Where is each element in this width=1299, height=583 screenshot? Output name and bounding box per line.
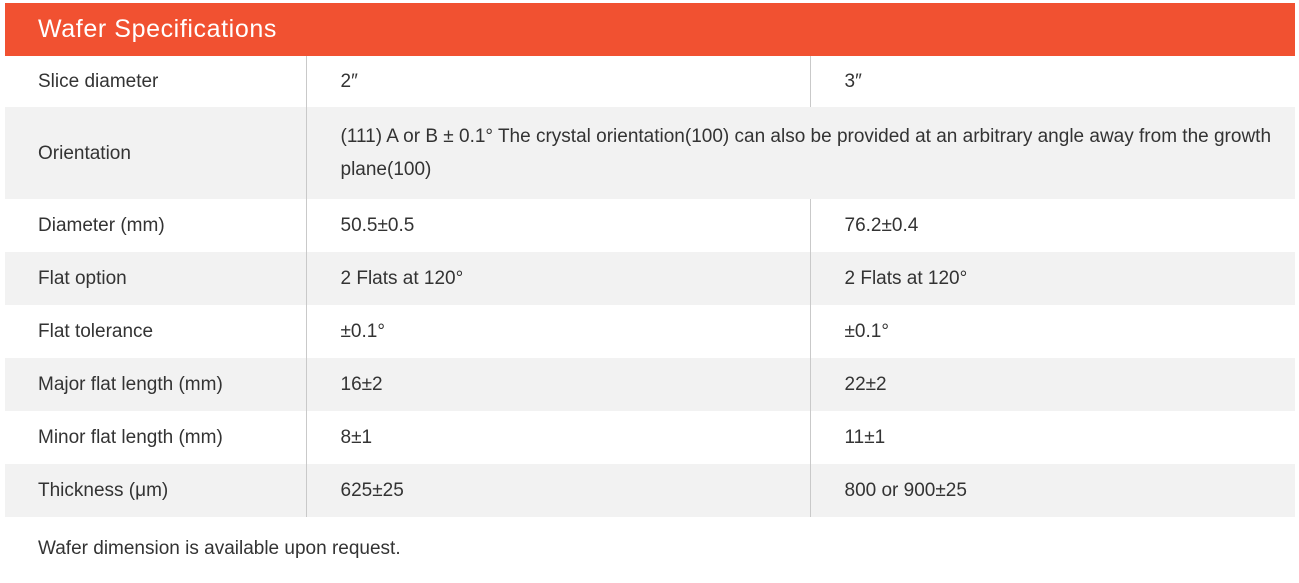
value-2-inch: 2 Flats at 120° [306, 252, 810, 305]
value-3-inch: 2 Flats at 120° [810, 252, 1295, 305]
value-2-inch: 16±2 [306, 358, 810, 411]
table-row-orientation [5, 107, 1295, 199]
value-2-inch: 50.5±0.5 [306, 199, 810, 252]
table-title: Wafer Specifications [38, 15, 277, 43]
row-label: Slice diameter [38, 70, 159, 92]
value-2-inch: 2″ [306, 56, 810, 107]
table-row-flat-option [5, 252, 1295, 305]
table-row-major-flat-length [5, 358, 1295, 411]
value-3-inch: 22±2 [810, 358, 1295, 411]
table-row-flat-tolerance [5, 305, 1295, 358]
orientation-value: (111) A or B ± 0.1° The crystal orientation(100) can also be provided at an arbitrary angle away from the growth plane(100) [306, 107, 1295, 199]
table-row-slice-diameter [5, 56, 1295, 107]
table-title-bar [5, 3, 1295, 56]
row-label: Major flat length (mm) [5, 358, 306, 411]
table-row-minor-flat-length [5, 411, 1295, 464]
footer-note: Wafer dimension is available upon request. [38, 538, 401, 559]
value-3-inch: ±0.1° [810, 305, 1295, 358]
value-2-inch: 8±1 [306, 411, 810, 464]
table-row-diameter [5, 199, 1295, 252]
value-3-inch: 11±1 [810, 411, 1295, 464]
row-label: Minor flat length (mm) [38, 426, 223, 448]
row-label: Flat option [5, 252, 306, 305]
row-label: Thickness (μm) [5, 464, 306, 517]
value-3-inch: 3″ [810, 56, 1295, 107]
value-2-inch: 625±25 [306, 464, 810, 517]
row-label: Flat tolerance [38, 320, 154, 342]
value-3-inch: 76.2±0.4 [810, 199, 1295, 252]
wafer-spec-table [5, 56, 1295, 517]
row-label: Diameter (mm) [38, 214, 165, 236]
value-3-inch: 800 or 900±25 [810, 464, 1295, 517]
row-label: Orientation [5, 107, 306, 199]
table-row-thickness [5, 464, 1295, 517]
value-2-inch: ±0.1° [306, 305, 810, 358]
